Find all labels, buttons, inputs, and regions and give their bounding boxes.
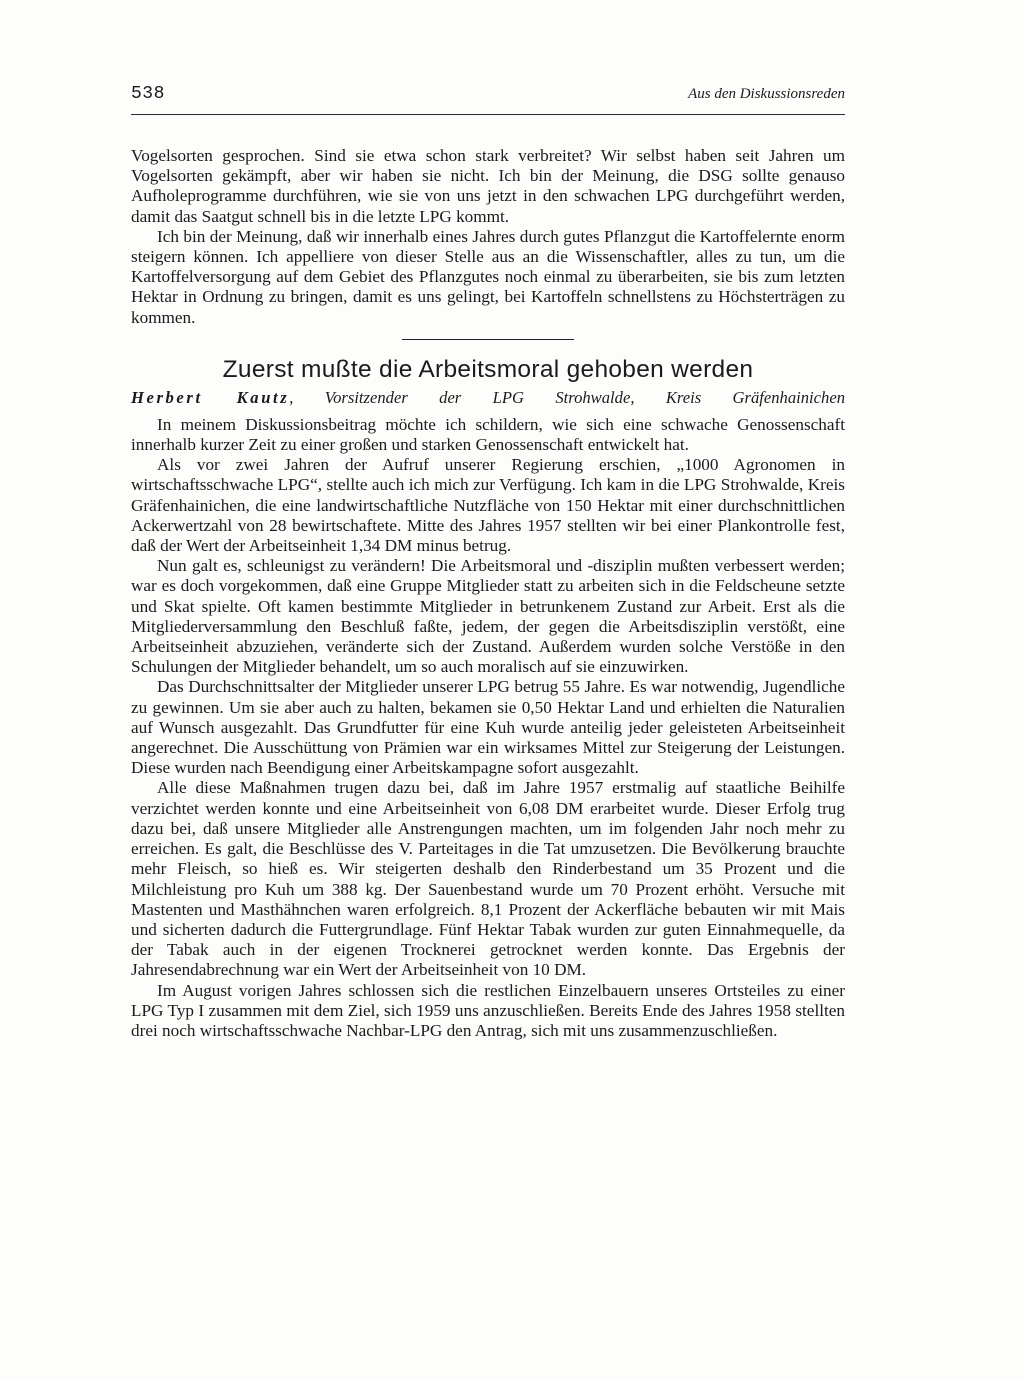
paragraph: Ich bin der Meinung, daß wir innerhalb eines Jahres durch gutes Pflanzgut die Kartoffelernte enorm steigern können. Ich appelliere von dieser Stelle aus an die Wissenschaftler, alles zu tun, um die Kartoffelversorgung auf dem Gebiet des Pflanzgutes noch einmal zu überarbeiten, sie bis zum letzten Hektar in Ordnung zu bringen, damit es uns gelingt, bei Kartoffeln schnellstens zu Höchsterträgen zu kommen. [131, 226, 845, 327]
section-divider [402, 339, 574, 340]
paragraph: Als vor zwei Jahren der Aufruf unserer Regierung erschien, „1000 Agronomen in wirtschaftsschwache LPG“, stellte auch ich mich zur Verfügung. Ich kam in die LPG Strohwalde, Kreis Gräfenhainichen, die eine landwirtschaftliche Nutzfläche von 150 Hektar mit einer durchschnittlichen Ackerwertzahl von 28 bewirtschaftete. Mitte des Jahres 1957 stellten wir bei einer Plankontrolle fest, daß der Wert der Arbeitseinheit 1,34 DM minus betrug. [131, 455, 845, 556]
page-number: 538 [131, 84, 165, 104]
author-role: , Vorsitzender der LPG Strohwalde, Kreis Gräfenhainichen [289, 387, 845, 407]
page-header [131, 84, 845, 115]
section-title: Zuerst mußte die Arbeitsmoral gehoben werden [222, 355, 754, 383]
author-name: Herbert Kautz [131, 387, 290, 407]
intro-text [131, 146, 845, 328]
paragraph: Alle diese Maßnahmen trugen dazu bei, daß im Jahre 1957 erstmalig auf staatliche Beihilfe verzichtet werden konnte und eine Arbeitseinheit von 6,08 DM erarbeitet wurde. Dieser Erfolg trug dazu bei, daß unsere Mitglieder alle Anstrengungen machten, um im folgenden Jahr noch mehr zu erreichen. Es galt, die Beschlüsse des V. Parteitages in die Tat umzusetzen. Die Bevölkerung brauchte mehr Fleisch, so hieß es. Wir steigerten deshalb den Rinderbestand um 35 Prozent und die Milchleistung pro Kuh um 388 kg. Der Sauenbestand wurde um 70 Prozent erhöht. Versuche mit Mastenten und Masthähnchen waren erfolgreich. 8,1 Prozent der Ackerfläche bebauten wir mit Mais und sicherten dadurch die Futtergrundlage. Fünf Hektar Tabak wurden zur guten Einnahmequelle, da der Tabak auch in der eigenen Trocknerei getrocknet werden konnte. Das Ergebnis der Jahresendabrechnung war ein Wert der Arbeitseinheit von 10 DM. [131, 778, 845, 980]
running-head: Aus den Diskussionsreden [688, 86, 845, 102]
book-page [131, 84, 845, 1041]
speech-text [131, 415, 845, 1041]
paragraph: Im August vorigen Jahres schlossen sich die restlichen Einzelbauern unseres Ortsteiles zu einer LPG Typ I zusammen mit dem Ziel, sich 1959 uns anzuschließen. Bereits Ende des Jahres 1958 stellten drei noch wirtschaftsschwache Nachbar-LPG den Antrag, sich mit uns zusammenzuschließen. [131, 980, 845, 1040]
paragraph: Vogelsorten gesprochen. Sind sie etwa schon stark verbreitet? Wir selbst haben seit Jahren um Vogelsorten gekämpft, aber wir haben sie nicht. Ich bin der Meinung, die DSG sollte genauso Aufholeprogramme durchführen, wie sie von uns jetzt in den schwachen LPG durchgeführt werden, damit das Saatgut schnell bis in die letzte LPG kommt. [131, 146, 845, 226]
paragraph: Nun galt es, schleunigst zu verändern! Die Arbeitsmoral und -disziplin mußten verbessert werden; war es doch vorgekommen, daß eine Gruppe Mitglieder statt zu arbeiten sich in die Feldscheune setzte und Skat spielte. Oft kamen bestimmte Mitglieder in betrunkenem Zustand zur Arbeit. Erst als die Mitgliederversammlung den Beschluß faßte, jedem, der gegen die Arbeitsdisziplin verstößt, eine Arbeitseinheit abzuziehen, veränderte sich der Zustand. Außerdem wurden solche Verstöße in den Schulungen der Mitglieder behandelt, um so auch moralisch auf sie einzuwirken. [131, 556, 845, 677]
author-line [131, 388, 845, 408]
paragraph: In meinem Diskussionsbeitrag möchte ich schildern, wie sich eine schwache Genossenschaft innerhalb kurzer Zeit zu einer großen und starken Genossenschaft entwickelt hat. [131, 414, 845, 455]
paragraph: Das Durchschnittsalter der Mitglieder unserer LPG betrug 55 Jahre. Es war notwendig, Jugendliche zu gewinnen. Um sie aber auch zu halten, bekamen sie 0,50 Hektar Land und erhielten die Naturalien auf Wunsch ausgezahlt. Das Grundfutter für eine Kuh wurde anteilig jeder geleisteten Arbeitseinheit angerechnet. Die Ausschüttung von Prämien war ein wirksames Mittel zur Steigerung der Leistungen. Diese wurden nach Beendigung einer Arbeitskampagne sofort ausgezahlt. [131, 677, 845, 778]
